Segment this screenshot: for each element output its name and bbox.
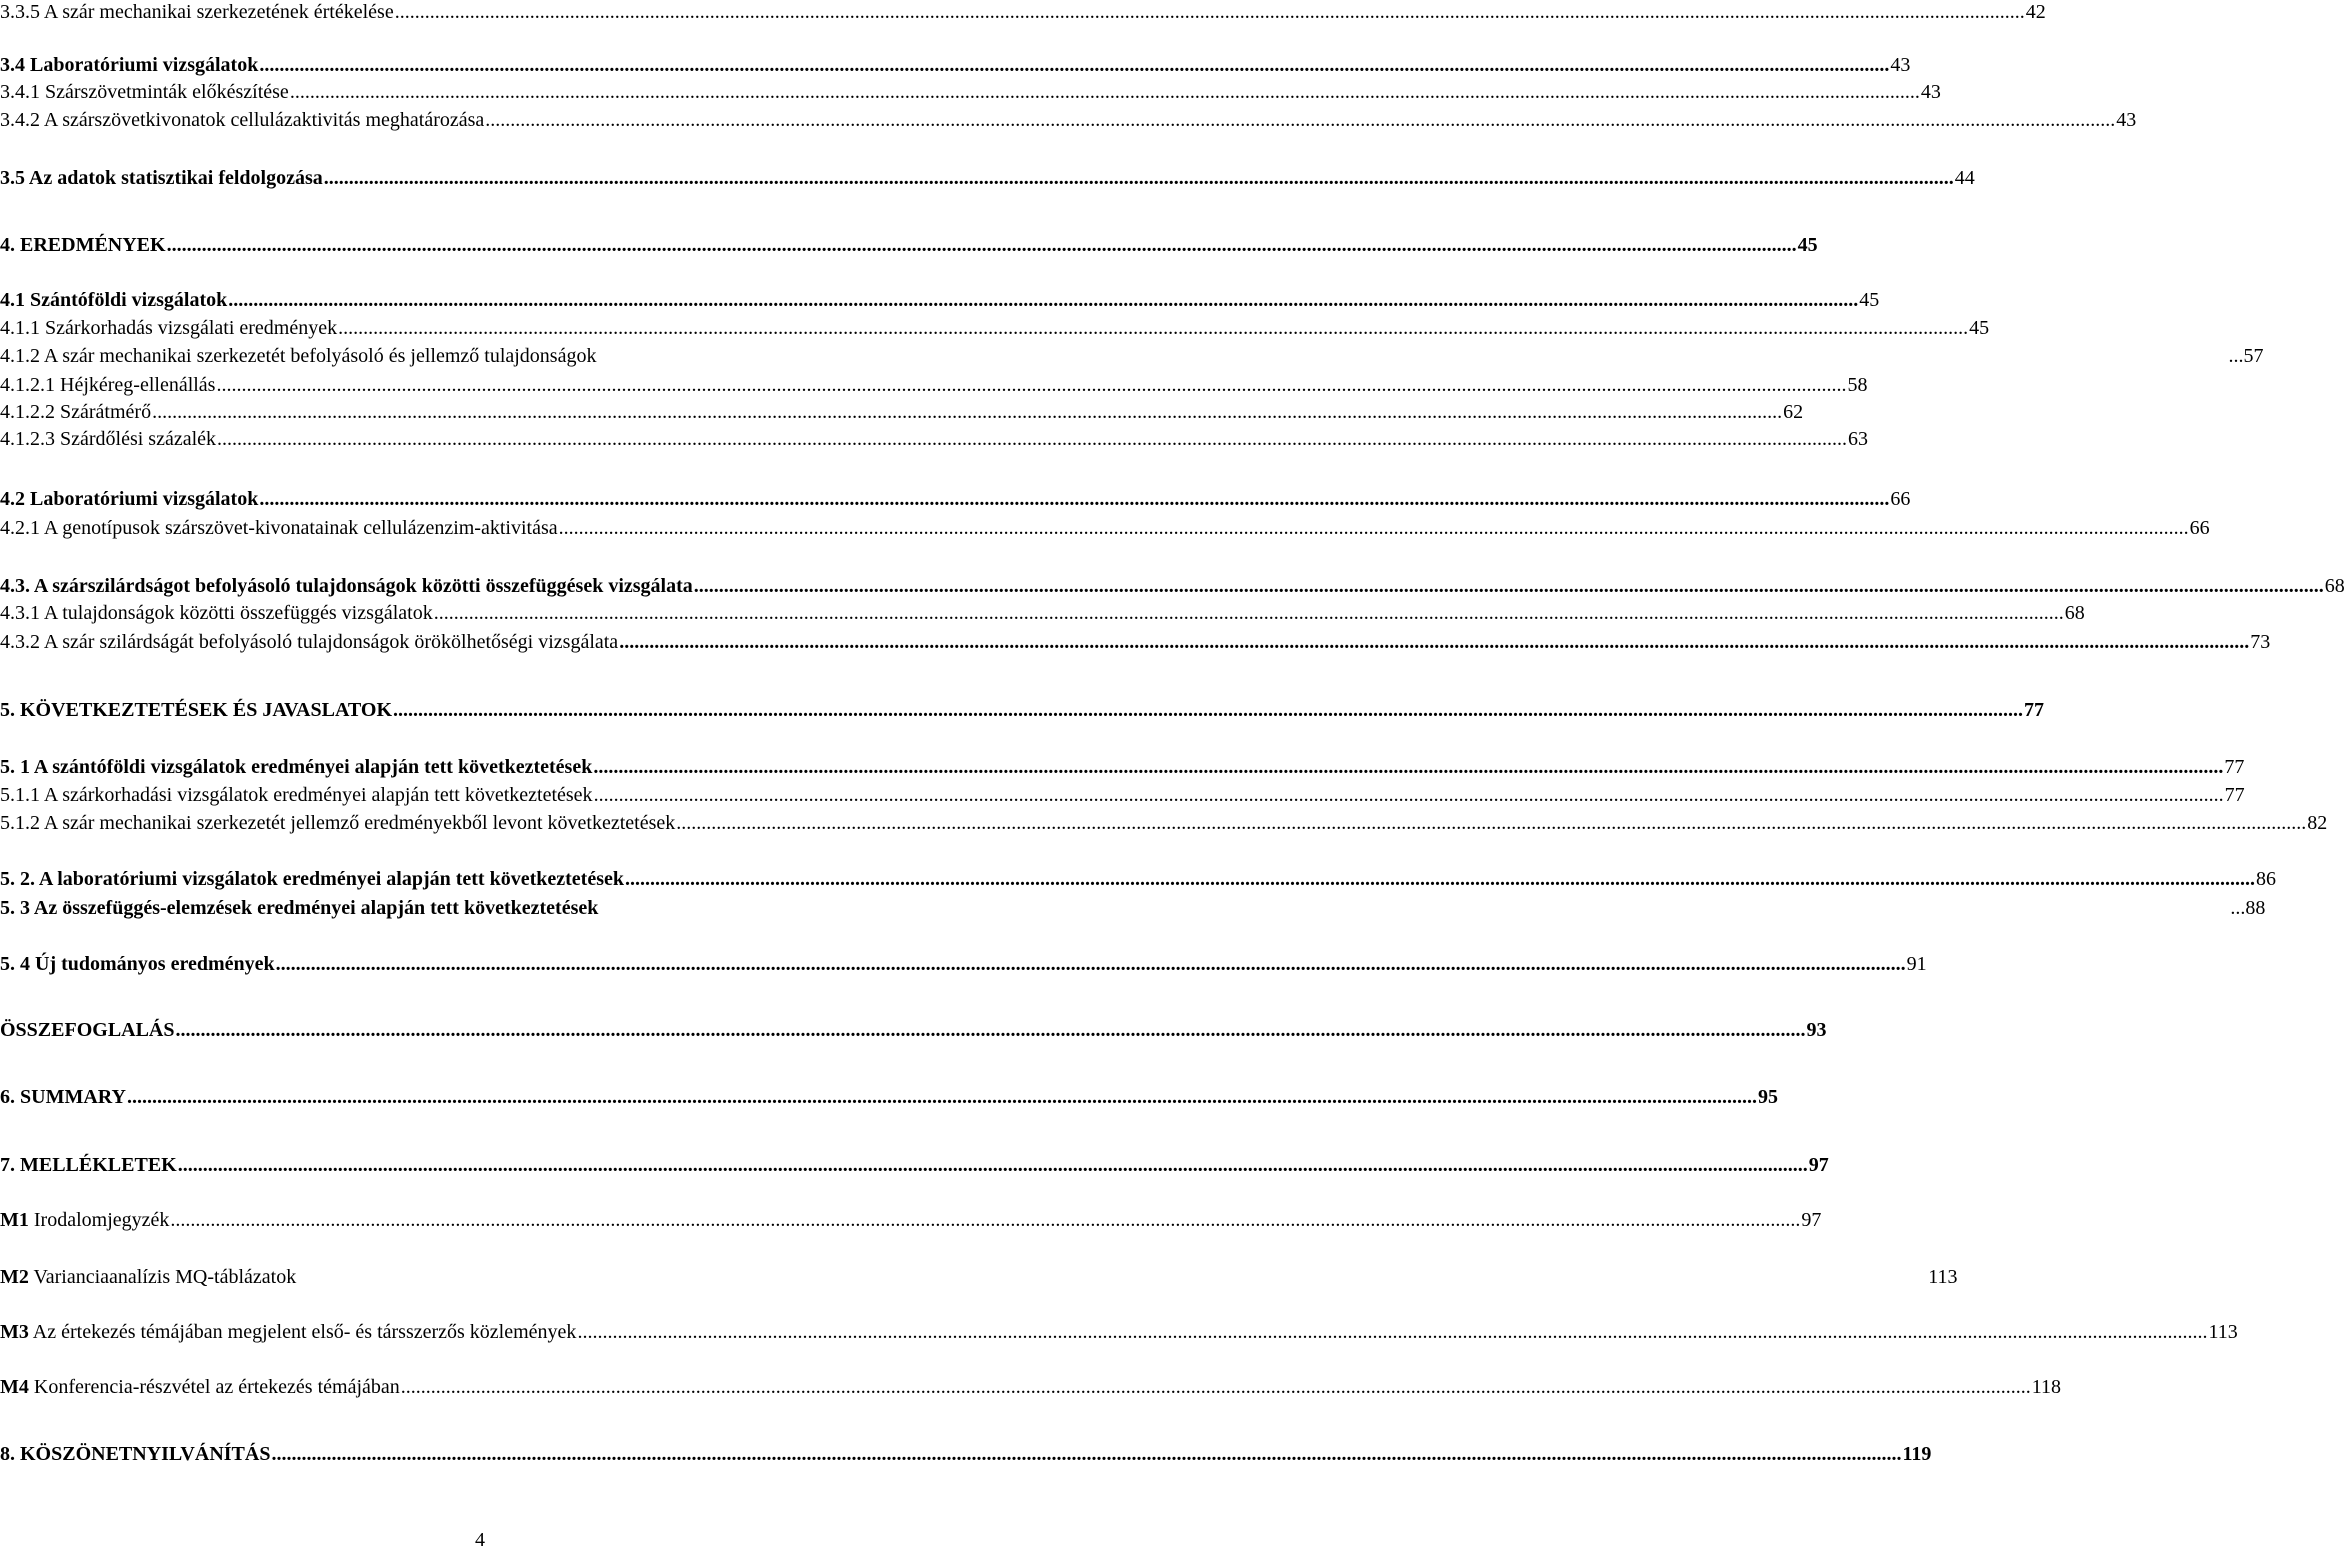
toc-entry-title: Varianciaanalízis MQ-táblázatok: [33, 1266, 297, 1288]
toc-entry-page: 77: [2024, 699, 2045, 721]
appendix-code: M4: [0, 1376, 29, 1398]
toc-entry-page: 42: [2025, 1, 2046, 23]
toc-entry: [0, 601, 2085, 625]
toc-entry-title: 4.1.2.3 Szárdőlési százalék: [0, 428, 217, 450]
page-number: 4: [475, 1529, 485, 1551]
dot-leader: [259, 53, 1889, 77]
toc-entry: [0, 0, 2046, 24]
toc-entry: [0, 316, 1990, 340]
toc-entry: [0, 1265, 1958, 1289]
toc-entry: [0, 896, 2266, 920]
toc-entry-title: 5. KÖVETKEZTETÉSEK ÉS JAVASLATOK: [0, 699, 393, 721]
dot-leader: [577, 1320, 2207, 1344]
toc-entry-page: 97: [1808, 1154, 1829, 1176]
toc-entry-page: 113: [1928, 1266, 1958, 1288]
toc-entry-title: 4.3.1 A tulajdonságok közötti összefüggés vizsgálatok: [0, 602, 433, 624]
toc-entry-page: 43: [2116, 109, 2137, 131]
toc-entry: [0, 487, 1911, 511]
dot-leader: [167, 233, 1797, 257]
toc-entry-page: 113: [2208, 1321, 2238, 1343]
dot-leader: [485, 108, 2115, 132]
toc-entry-title: 5. 4 Új tudományos eredmények: [0, 953, 275, 975]
appendix-code: M1: [0, 1209, 29, 1231]
toc-entry-title: 5.1.2 A szár mechanikai szerkezetét jellemző eredményekből levont következtetések: [0, 812, 676, 834]
toc-entry-title: 4.1 Szántóföldi vizsgálatok: [0, 289, 228, 311]
toc-entry: [0, 698, 2045, 722]
toc-entry-page: 43: [1890, 54, 1911, 76]
dot-leader: [152, 400, 1782, 424]
toc-entry-title: 4.1.2.1 Héjkéreg-ellenállás: [0, 374, 216, 396]
toc-entry-page: 58: [1847, 374, 1868, 396]
toc-entry: [0, 783, 2245, 807]
toc-entry-page: 93: [1806, 1019, 1827, 1041]
toc-entry: [0, 233, 1818, 257]
toc-entry-title: 4.1.2.2 Szárátmérő: [0, 401, 152, 423]
toc-entry: [0, 1320, 2238, 1344]
dot-leader: [290, 80, 1920, 104]
toc-entry-page: 95: [1757, 1086, 1778, 1108]
toc-entry-title: 3.5 Az adatok statisztikai feldolgozása: [0, 167, 323, 189]
toc-entry-title: 4. EREDMÉNYEK: [0, 234, 166, 256]
dot-leader: [676, 811, 2306, 835]
appendix-code: M2: [0, 1266, 29, 1288]
dot-leader: [395, 0, 2025, 24]
toc-entry: [0, 1375, 2062, 1399]
toc-entry-page: 73: [2250, 631, 2271, 653]
appendix-code: M3: [0, 1321, 29, 1343]
toc-entry-title: 5. 2. A laboratóriumi vizsgálatok eredményei alapján tett következtetések: [0, 868, 624, 890]
toc-entry-page: 86: [2255, 868, 2276, 890]
toc-entry: [0, 373, 1868, 397]
dot-leader: [228, 288, 1858, 312]
toc-entry: [0, 1208, 1822, 1232]
toc-entry: [0, 516, 2210, 540]
toc-entry: [0, 344, 2264, 368]
toc-entry-title: Az értekezés témájában megjelent első- és társszerzős közlemények: [32, 1321, 577, 1343]
toc-entry-title: 8. KÖSZÖNETNYILVÁNÍTÁS: [0, 1443, 271, 1465]
toc-entry-page: 43: [1920, 81, 1941, 103]
dot-leader: [594, 783, 2224, 807]
toc-entry-title: Konferencia-részvétel az értekezés témájában: [33, 1376, 400, 1398]
toc-entry-page: 118: [2031, 1376, 2062, 1398]
dot-leader: [127, 1085, 1757, 1109]
toc-entry-page: 62: [1783, 401, 1804, 423]
toc-entry-title: 3.4.2 A szárszövetkivonatok cellulázaktivitás meghatározása: [0, 109, 485, 131]
toc-entry-title: 4.1.1 Szárkorhadás vizsgálati eredmények: [0, 317, 338, 339]
dot-leader: [338, 316, 1968, 340]
toc-entry-page: 63: [1848, 428, 1869, 450]
toc-entry-page: ...57: [2228, 345, 2264, 367]
toc-entry-title: 4.2.1 A genotípusok szárszövet-kivonatainak cellulázenzim-aktivitása: [0, 517, 558, 539]
dot-leader: [401, 1375, 2031, 1399]
dot-leader: [619, 630, 2249, 654]
toc-entry-page: 82: [2307, 812, 2328, 834]
toc-entry-title: 4.3. A szárszilárdságot befolyásoló tulajdonságok közötti összefüggések vizsgálata: [0, 575, 693, 597]
toc-entry: [0, 288, 1880, 312]
toc-entry-title: 5.1.1 A szárkorhadási vizsgálatok eredményei alapján tett következtetések: [0, 784, 593, 806]
toc-entry: [0, 755, 2245, 779]
toc-entry-title: 4.2 Laboratóriumi vizsgálatok: [0, 488, 259, 510]
toc-entry-title: ÖSSZEFOGLALÁS: [0, 1019, 175, 1041]
dot-leader: [559, 516, 2189, 540]
toc-entry-page: 68: [2324, 575, 2345, 597]
toc-entry-page: 45: [1797, 234, 1818, 256]
dot-leader: [434, 601, 2064, 625]
toc-entry: [0, 574, 2345, 598]
toc-entry: [0, 427, 1869, 451]
toc-entry-title: 3.3.5 A szár mechanikai szerkezetének értékelése: [0, 1, 394, 23]
toc-entry-page: 77: [2224, 784, 2245, 806]
dot-leader: [217, 427, 1847, 451]
toc-entry-title: 3.4.1 Szárszövetminták előkészítése: [0, 81, 289, 103]
toc-entry-title: 5. 3 Az összefüggés-elemzések eredményei alapján tett következtetések: [0, 897, 599, 919]
dot-leader: [625, 867, 2255, 891]
toc-entry: [0, 1018, 1827, 1042]
toc-entry-title: 6. SUMMARY: [0, 1086, 126, 1108]
toc-entry: [0, 166, 1975, 190]
toc-entry: [0, 952, 1927, 976]
toc-entry-title: 4.3.2 A szár szilárdságát befolyásoló tulajdonságok örökölhetőségi vizsgálata: [0, 631, 619, 653]
toc-entry-title: 7. MELLÉKLETEK: [0, 1154, 177, 1176]
toc-entry: [0, 630, 2271, 654]
toc-entry: [0, 1153, 1829, 1177]
toc-entry-page: 44: [1954, 167, 1975, 189]
toc-entry: [0, 108, 2137, 132]
toc-entry-page: 66: [2189, 517, 2210, 539]
toc-entry-page: 45: [1969, 317, 1990, 339]
toc-entry-page: ...88: [2230, 897, 2266, 919]
toc-entry-title: Irodalomjegyzék: [33, 1209, 170, 1231]
toc-entry: [0, 80, 1941, 104]
dot-leader: [276, 952, 1906, 976]
dot-leader: [176, 1018, 1806, 1042]
dot-leader: [170, 1208, 1800, 1232]
toc-entry: [0, 400, 1804, 424]
toc-entry-page: 97: [1801, 1209, 1822, 1231]
dot-leader: [216, 373, 1846, 397]
toc-entry-page: 45: [1859, 289, 1880, 311]
toc-entry: [0, 1085, 1778, 1109]
toc-entry: [0, 811, 2328, 835]
toc-entry: [0, 867, 2276, 891]
toc-entry-title: 3.4 Laboratóriumi vizsgálatok: [0, 54, 259, 76]
dot-leader: [259, 487, 1889, 511]
dot-leader: [324, 166, 1954, 190]
dot-leader: [178, 1153, 1808, 1177]
toc-entry: [0, 53, 1911, 77]
toc-entry-page: 119: [1902, 1443, 1932, 1465]
toc-entry-page: 77: [2224, 756, 2245, 778]
toc-entry: [0, 1442, 1932, 1466]
toc-entry-page: 68: [2064, 602, 2085, 624]
dot-leader: [593, 755, 2223, 779]
dot-leader: [393, 698, 2023, 722]
toc-entry-page: 91: [1906, 953, 1927, 975]
toc-entry-title: 4.1.2 A szár mechanikai szerkezetét befolyásoló és jellemző tulajdonságok: [0, 345, 597, 367]
dot-leader: [271, 1442, 1901, 1466]
toc-entry-title: 5. 1 A szántóföldi vizsgálatok eredményei alapján tett következtetések: [0, 756, 593, 778]
dot-leader: [694, 574, 2324, 598]
toc-entry-page: 66: [1890, 488, 1911, 510]
